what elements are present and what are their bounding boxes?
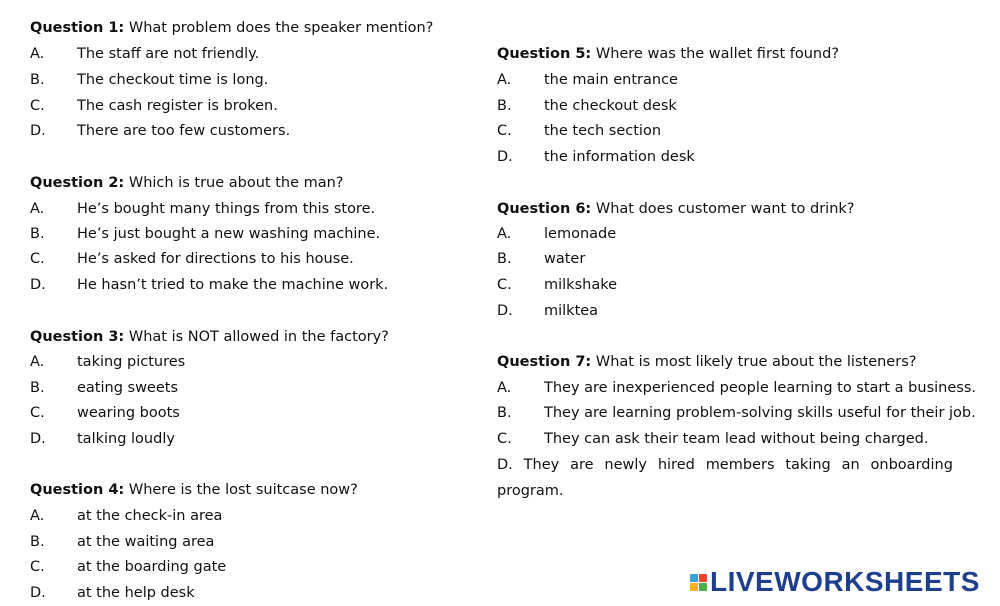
option-letter: B. — [30, 534, 45, 550]
option-4c — [30, 557, 226, 577]
option-word: newly — [604, 457, 647, 473]
question-label: Question 1: — [30, 20, 125, 36]
option-text: water — [544, 251, 586, 267]
option-letter: A. — [30, 201, 45, 217]
option-6c — [497, 275, 617, 295]
option-text: milkshake — [544, 277, 618, 293]
option-4a — [30, 506, 222, 526]
option-1d — [30, 121, 290, 141]
option-word: D. — [497, 457, 513, 473]
option-6b — [497, 249, 585, 269]
option-letter: C. — [497, 431, 512, 447]
question-text: What is most likely true about the listeners? — [595, 354, 917, 370]
question-text: Where was the wallet first found? — [595, 46, 840, 62]
option-word: are — [570, 457, 594, 473]
option-2d — [30, 275, 388, 295]
option-1b — [30, 70, 268, 90]
option-word: an — [841, 457, 860, 473]
option-3b — [30, 378, 178, 398]
option-word: They — [523, 457, 560, 473]
option-letter: C. — [30, 251, 45, 267]
option-letter: B. — [497, 405, 512, 421]
option-text: The cash register is broken. — [77, 98, 278, 114]
option-text: eating sweets — [77, 380, 179, 396]
option-letter: A. — [30, 508, 45, 524]
option-letter: D. — [30, 123, 46, 139]
option-letter: A. — [30, 354, 45, 370]
question-1 — [30, 18, 433, 38]
question-2 — [30, 173, 344, 193]
option-3a — [30, 352, 185, 372]
question-label: Question 4: — [30, 482, 125, 498]
option-letter: D. — [30, 431, 46, 447]
question-5 — [497, 44, 839, 64]
question-label: Question 6: — [497, 201, 592, 217]
option-text: wearing boots — [77, 405, 180, 421]
option-text: the tech section — [544, 123, 662, 139]
option-text: talking loudly — [77, 431, 175, 447]
option-text: The staff are not friendly. — [77, 46, 260, 62]
option-text: He’s bought many things from this store. — [77, 201, 376, 217]
option-word: members — [705, 457, 775, 473]
option-7b — [497, 403, 976, 423]
liveworksheets-logo — [690, 568, 980, 596]
option-letter: C. — [30, 405, 45, 421]
question-6 — [497, 199, 855, 219]
option-letter: D. — [497, 303, 513, 319]
option-4b — [30, 532, 214, 552]
question-label: Question 2: — [30, 175, 125, 191]
option-text: They are learning problem-solving skills useful for their job. — [544, 405, 976, 421]
option-letter: C. — [497, 123, 512, 139]
option-text: The checkout time is long. — [77, 72, 269, 88]
option-text: at the waiting area — [77, 534, 215, 550]
option-letter: C. — [30, 559, 45, 575]
option-text: taking pictures — [77, 354, 186, 370]
question-label: Question 3: — [30, 329, 125, 345]
option-6d — [497, 301, 598, 321]
option-2a — [30, 199, 375, 219]
option-word: onboarding — [870, 457, 953, 473]
logo-mark-icon — [690, 574, 707, 591]
option-1a — [30, 44, 259, 64]
option-4d — [30, 583, 195, 603]
option-5a — [497, 70, 678, 90]
option-text: the main entrance — [544, 72, 678, 88]
option-letter: B. — [497, 251, 512, 267]
option-word: hired — [657, 457, 695, 473]
option-letter: D. — [30, 277, 46, 293]
logo-text: LIVEWORKSHEETS — [710, 566, 980, 597]
option-text: at the check-in area — [77, 508, 223, 524]
option-word: taking — [785, 457, 831, 473]
option-2b — [30, 224, 380, 244]
question-text: What does customer want to drink? — [595, 201, 855, 217]
option-text: the checkout desk — [544, 98, 677, 114]
option-letter: A. — [497, 72, 512, 88]
option-letter: A. — [497, 226, 512, 242]
option-letter: A. — [497, 380, 512, 396]
option-7d-continuation — [497, 481, 564, 501]
option-text: There are too few customers. — [77, 123, 291, 139]
option-text: at the boarding gate — [77, 559, 227, 575]
option-6a — [497, 224, 616, 244]
option-letter: C. — [497, 277, 512, 293]
option-text: He’s asked for directions to his house. — [77, 251, 354, 267]
question-4 — [30, 480, 358, 500]
option-5c — [497, 121, 661, 141]
option-3c — [30, 403, 180, 423]
question-text: Where is the lost suitcase now? — [128, 482, 358, 498]
option-text: They are inexperienced people learning to start a business. — [544, 380, 976, 396]
option-letter: A. — [30, 46, 45, 62]
option-text: He hasn’t tried to make the machine work. — [77, 277, 389, 293]
option-text: at the help desk — [77, 585, 195, 601]
option-text: milktea — [544, 303, 599, 319]
option-7c — [497, 429, 929, 449]
option-3d — [30, 429, 175, 449]
option-text: program. — [497, 483, 564, 499]
option-2c — [30, 249, 354, 269]
option-letter: B. — [30, 72, 45, 88]
question-text: What problem does the speaker mention? — [128, 20, 434, 36]
option-letter: B. — [30, 226, 45, 242]
option-text: the information desk — [544, 149, 695, 165]
question-7 — [497, 352, 916, 372]
option-text: He’s just bought a new washing machine. — [77, 226, 381, 242]
option-7a — [497, 378, 976, 398]
question-text: What is NOT allowed in the factory? — [128, 329, 389, 345]
option-5d — [497, 147, 695, 167]
question-label: Question 7: — [497, 354, 592, 370]
option-text: lemonade — [544, 226, 617, 242]
question-3 — [30, 327, 389, 347]
option-text: They can ask their team lead without being charged. — [544, 431, 929, 447]
option-letter: D. — [497, 149, 513, 165]
option-letter: B. — [30, 380, 45, 396]
option-7d — [497, 455, 953, 475]
question-label: Question 5: — [497, 46, 592, 62]
option-1c — [30, 96, 278, 116]
option-letter: C. — [30, 98, 45, 114]
option-letter: D. — [30, 585, 46, 601]
option-letter: B. — [497, 98, 512, 114]
question-text: Which is true about the man? — [128, 175, 344, 191]
option-5b — [497, 96, 677, 116]
